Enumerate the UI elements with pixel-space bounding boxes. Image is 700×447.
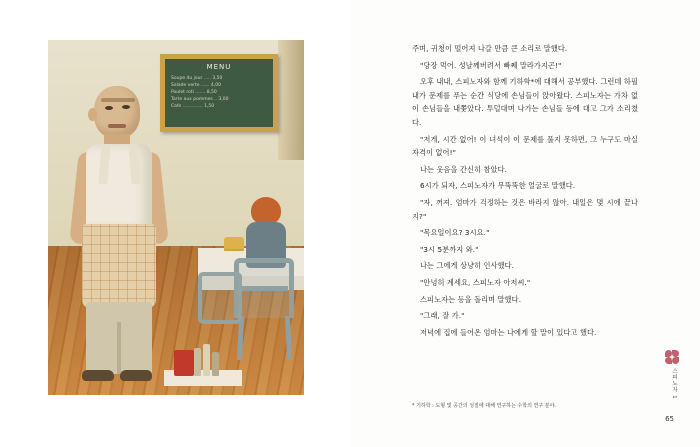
cook-shoe-right: [120, 370, 152, 381]
cook-trousers: [86, 302, 152, 374]
paragraph: 저녁에 집에 들어온 엄마는 나에게 할 말이 있다고 했다.: [420, 327, 597, 337]
cook-shirt: [86, 144, 152, 230]
chalkboard-line: Salade verte ...... 4,00: [171, 83, 221, 88]
red-can: [174, 350, 194, 376]
right-page: [350, 0, 700, 447]
paragraph: 나는 웃음을 간신히 참았다.: [420, 164, 508, 174]
paragraph: 나는 그에게 상냥히 인사했다.: [420, 261, 515, 271]
paragraph: "그래, 잘 가.": [420, 311, 465, 321]
kitchen-scene-illustration: [48, 40, 304, 395]
chalkboard-line: Soupe du jour ..... 3,50: [171, 76, 223, 81]
cook-mouth: [108, 124, 126, 128]
seated-girl-head: [251, 197, 281, 225]
chalkboard-title: MENU: [206, 63, 232, 71]
page-number: 65: [665, 415, 674, 423]
cook-shoe-left: [82, 370, 114, 381]
cook-checked-apron: [82, 224, 156, 308]
paragraph: "3시 5분까지 와.": [420, 244, 479, 254]
cook-brow: [101, 98, 135, 102]
paragraph: 스피노자는 등을 돌리며 말했다.: [420, 294, 522, 304]
paragraph: "자, 꺼져. 엄마가 걱정하는 것은 바라지 않아. 내일은 몇 시에 끝나지?": [412, 197, 638, 221]
paragraph: "목요일이요? 3시요.": [420, 228, 490, 238]
cake-on-table: [224, 237, 244, 249]
paragraph: 주며, 귀청이 떨어져 나갈 만큼 큰 소리로 말했다.: [412, 44, 568, 53]
bottle-group: [194, 342, 220, 376]
chair-slat: [240, 286, 288, 291]
paragraph: 6시가 되자, 스피노자가 무뚝뚝한 얼굴로 말했다.: [420, 181, 576, 191]
body-text-column: [412, 42, 638, 342]
paragraph: "안녕히 계세요, 스피노자 아저씨.": [420, 277, 531, 287]
running-title: 스피노자 1: [671, 367, 677, 399]
chalkboard-line: Cafe .............. 1,50: [171, 104, 215, 109]
bottle: [194, 348, 201, 376]
footnote: * 기하학 : 도형 및 공간의 성질에 대해 연구하는 수학의 연구 분야.: [412, 403, 557, 409]
chalkboard-line: Poulet roti ....... 8,50: [171, 90, 217, 95]
chalkboard-lines: [171, 75, 273, 110]
cook-ear: [88, 108, 97, 121]
bottle: [203, 344, 210, 376]
wall-light-patch: [278, 40, 304, 160]
paragraph: "저게, 시간 없어! 이 녀석이 이 문제를 풀지 못하면, 그 누구도 마실 자격이 없어!": [412, 134, 638, 158]
cook-head: [94, 86, 140, 138]
chalkboard-line: Tarte aux pommes .. 3,00: [171, 97, 229, 102]
cook-eye-left: [105, 106, 113, 110]
paragraph: "당장 먹어. 성날께버려서 빠쩨 말라가지곤!": [420, 60, 562, 70]
flower-ornament-icon: [664, 349, 680, 365]
second-chair: [198, 272, 242, 324]
chalkboard-menu: [160, 54, 278, 132]
cook-eye-right: [122, 105, 130, 109]
paragraph: 오후 내내, 스피노자와 함께 기하학*에 대해서 공부했다. 그런데 하필 내가 문제를 푸는 순간 식당에 손님들이 앉아왔다. 스피노자는 가차 없이 손님들을 내쫓았다. 투덜대며 나가는 손님들 등에 대고 그가 소리쳤다.: [412, 77, 638, 127]
bottle: [212, 352, 219, 376]
